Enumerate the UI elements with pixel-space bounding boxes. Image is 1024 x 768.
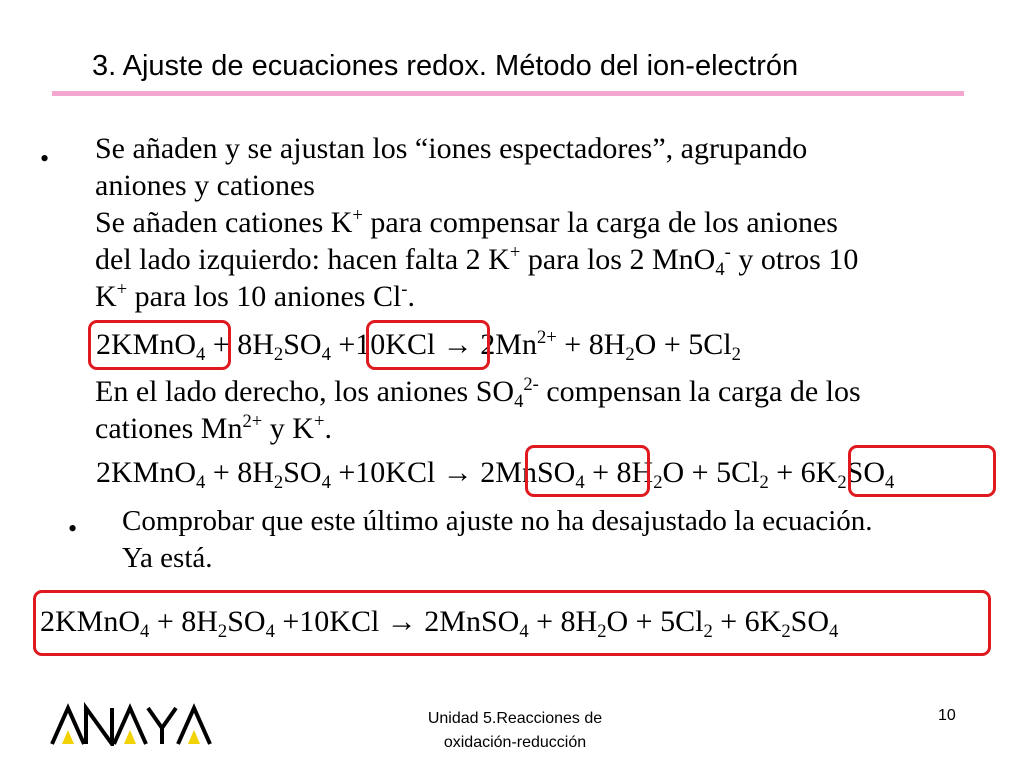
text-line: cationes $Mn^{2+}$ y K+. [95, 410, 332, 445]
bullet-marker: • [40, 144, 50, 173]
equation-spectators-added: 2KMnO$_4$ + $8H_2SO_4 +10KCl$ → 2MnSO$_4$ + $8H_2O + 5Cl_2 + 6K_2SO_4$ [96, 456, 895, 493]
text-line: K+ para los 10 aniones Cl-. [95, 278, 415, 313]
highlight-box-mnso4 [525, 445, 650, 497]
highlight-box-k2so4 [848, 445, 996, 497]
paragraph-spectator-ions [95, 130, 858, 315]
equation-ions-added: 2KMnO$_4$ + $8H_2SO_4 +10KCl \to 2Mn^{2+} + 8H_2O + 5Cl_2$ [96, 326, 741, 365]
bullet-marker: • [68, 514, 78, 543]
text-line: del lado izquierdo: hacen falta 2 K+ para los 2 MnO$_4$- y otros 10 [95, 241, 859, 280]
equation-final: 2KMnO$_4$ + $8H_2SO_4 +10KCl$ → 2MnSO$_4$ + $8H_2O + 5Cl_2 + 6K_2SO_4$ [40, 605, 839, 642]
text-line: En el lado derecho, los aniones $SO_4^{2-}$ compensan la carga de los [95, 373, 861, 412]
title-divider [52, 91, 964, 96]
paragraph-right-side-anions [95, 373, 861, 447]
anaya-logo [50, 702, 215, 751]
footer-unit-title: Unidad 5.Reacciones de oxidación-reducción [427, 710, 603, 751]
slide-title: 3. Ajuste de ecuaciones redox. Método del ion-electrón [92, 50, 799, 82]
highlight-box-final-equation [33, 590, 991, 656]
highlight-box-kmno4 [88, 320, 231, 370]
paragraph-check [122, 503, 873, 577]
text-line: aniones y cationes [95, 169, 315, 202]
highlight-box-kcl [366, 320, 490, 370]
text-line: Comprobar que este último ajuste no ha desajustado la ecuación. [122, 505, 873, 537]
text-line: Se añaden cationes K+ para compensar la carga de los aniones [95, 204, 838, 239]
page-number: 10 [938, 707, 956, 724]
text-line: Ya está. [122, 542, 213, 574]
text-line: Se añaden y se ajustan los “iones espectadores”, agrupando [95, 132, 808, 165]
